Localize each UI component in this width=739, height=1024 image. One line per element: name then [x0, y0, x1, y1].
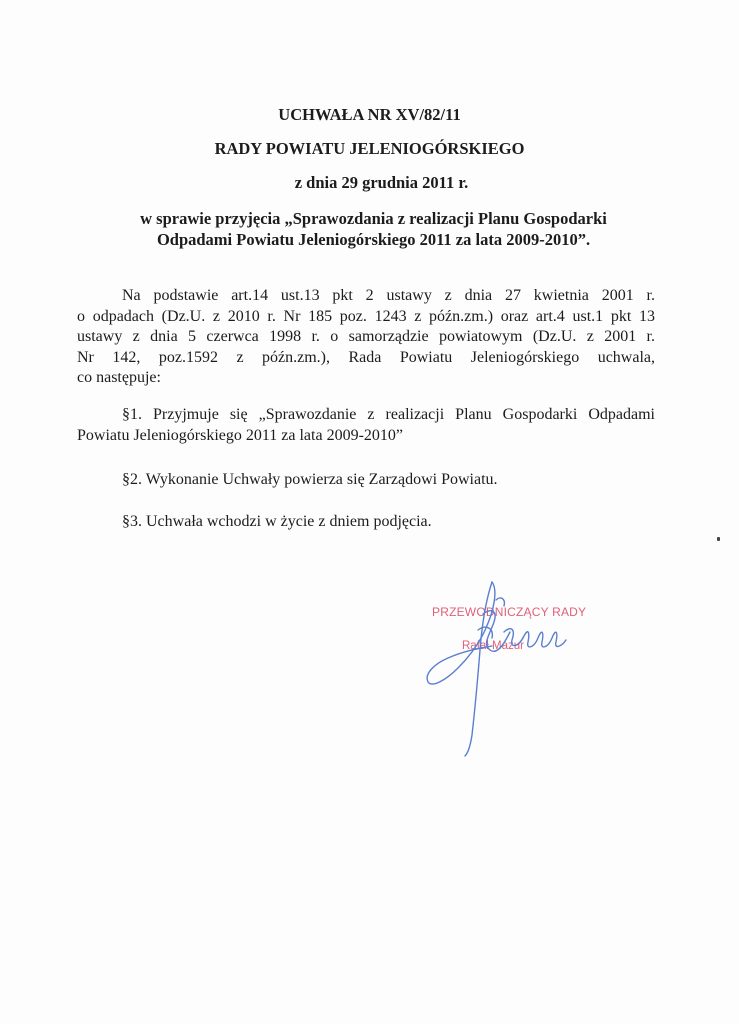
paragraph-2-text: §2. Wykonanie Uchwały powierza się Zarządowi Powiatu.: [122, 471, 498, 488]
paragraph-2: [122, 470, 498, 491]
preamble-line: Nr 142, poz.1592 z późn.zm.), Rada Powiatu Jeleniogórskiego uchwala,: [77, 348, 655, 366]
scan-speck: [717, 537, 720, 541]
preamble-line: o odpadach (Dz.U. z 2010 r. Nr 185 poz. 1243 z późn.zm.) oraz art.4 ust.1 pkt 13: [77, 307, 655, 325]
subject-line-1: w sprawie przyjęcia „Sprawozdania z realizacji Planu Gospodarki: [140, 209, 607, 228]
subject-line-2: Odpadami Powiatu Jeleniogórskiego 2011 za lata 2009-2010”.: [156, 230, 591, 249]
resolution-number: UCHWAŁA NR XV/82/11: [278, 105, 461, 124]
paragraph-1-line: Powiatu Jeleniogórskiego 2011 za lata 2009-2010”: [77, 426, 403, 444]
resolution-date: z dnia 29 grudnia 2011 r.: [294, 173, 469, 192]
paragraph-1-line: §1. Przyjmuje się „Sprawozdanie z realizacji Planu Gospodarki Odpadami: [122, 406, 655, 423]
paragraph-3-text: §3. Uchwała wchodzi w życie z dniem podjęcia.: [122, 513, 432, 530]
paragraph-3: [122, 512, 432, 533]
preamble-line: Na podstawie art.14 ust.13 pkt 2 ustawy z dnia 27 kwietnia 2001 r.: [122, 287, 655, 304]
stamp-name: Rafał Mazur: [462, 640, 524, 652]
preamble-line: co następuje:: [77, 369, 161, 386]
stamp-title: PRZEWODNICZĄCY RADY: [432, 605, 587, 619]
handwritten-signature: [420, 570, 587, 760]
preamble: [77, 286, 655, 389]
council-name: RADY POWIATU JELENIOGÓRSKIEGO: [214, 139, 525, 158]
paragraph-1: [77, 405, 655, 446]
preamble-line: ustawy z dnia 5 czerwca 1998 r. o samorządzie powiatowym (Dz.U. z 2001 r.: [77, 328, 655, 345]
